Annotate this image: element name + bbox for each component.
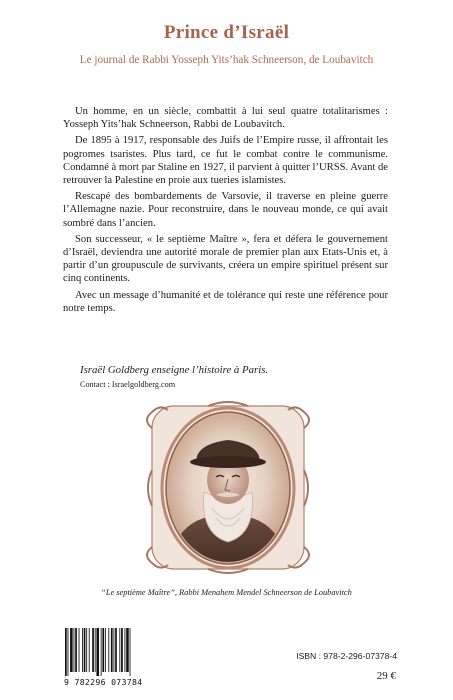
barcode-bar <box>113 628 114 672</box>
barcode-bar <box>108 628 109 672</box>
portrait-image <box>138 400 318 575</box>
barcode-bar <box>102 628 104 672</box>
blurb-paragraph: Un homme, en un siècle, combattit à lui seul quatre totalitarismes : Yosseph Yits’hak Schneerson, Rabbi de Loubavitch. <box>63 106 388 131</box>
author-bio: Israël Goldberg enseigne l’histoire à Paris. <box>80 364 269 376</box>
barcode-bar <box>79 628 80 672</box>
isbn: ISBN : 978-2-296-07378-4 <box>296 651 397 661</box>
barcode-bar <box>84 628 86 672</box>
portrait-frame <box>138 400 318 575</box>
author-contact: Contact : Israelgoldberg.com <box>80 380 176 389</box>
barcode-bar <box>74 628 75 672</box>
barcode-bar <box>111 628 113 672</box>
barcode-bar <box>101 628 102 676</box>
price: 29 € <box>376 670 396 682</box>
barcode-bar <box>126 628 129 672</box>
barcode-bar <box>96 628 99 676</box>
barcode-bar <box>68 628 69 676</box>
blurb-paragraph: Avec un message d’humanité et de tolérance qui reste une référence pour notre temps. <box>63 289 388 314</box>
barcode-bars <box>64 628 156 676</box>
portrait-caption: “Le septième Maître”, Rabbi Menahem Mendel Schneerson de Loubavitch <box>101 588 352 597</box>
barcode-bar <box>105 628 106 672</box>
blurb-paragraph: Rescapé des bombardements de Varsovie, il traverse en pleine guerre l’Allemagne nazie. Pour reconstruire, dans le nouveau monde, ce qui avait sombré dans l’ancien. <box>63 191 388 229</box>
barcode-bar <box>121 628 123 672</box>
barcode-bar <box>95 628 96 672</box>
blurb <box>63 105 388 318</box>
barcode <box>64 628 156 688</box>
barcode-bar <box>130 628 131 676</box>
barcode-bar <box>86 628 87 672</box>
blurb-paragraph: Son successeur, « le septième Maître », fera et défera le gouvernement d’Israël, deviendra une autorité morale de premier plan aux Etats-Unis et, à partir d’un groupuscule de survivants, créera un empire spirituel présent sur cinq continents. <box>63 233 388 285</box>
barcode-bar <box>70 628 73 672</box>
barcode-bar <box>65 628 67 676</box>
barcode-bar <box>82 628 83 672</box>
barcode-digits: 9 782296 073784 <box>64 677 143 687</box>
barcode-bar <box>115 628 117 672</box>
barcode-bar <box>125 628 126 672</box>
barcode-bar <box>75 628 77 672</box>
book-subtitle: Le journal de Rabbi Yosseph Yits’hak Schneerson, de Loubavitch <box>79 54 374 66</box>
barcode-bar <box>89 628 90 672</box>
barcode-bar <box>119 628 120 672</box>
blurb-paragraph: De 1895 à 1917, responsable des Juifs de l’Empire russe, il affrontait les pogromes tsaristes. Plus tard, ce fut le combat contre le communisme. Condamné à mort par Staline en 1927, il parvient à quitter l’URSS. Avant de retrouver la Palestine en proie aux tueries islamistes. <box>63 135 388 187</box>
book-title: Prince d’Israël <box>163 22 290 43</box>
barcode-bar <box>92 628 94 672</box>
